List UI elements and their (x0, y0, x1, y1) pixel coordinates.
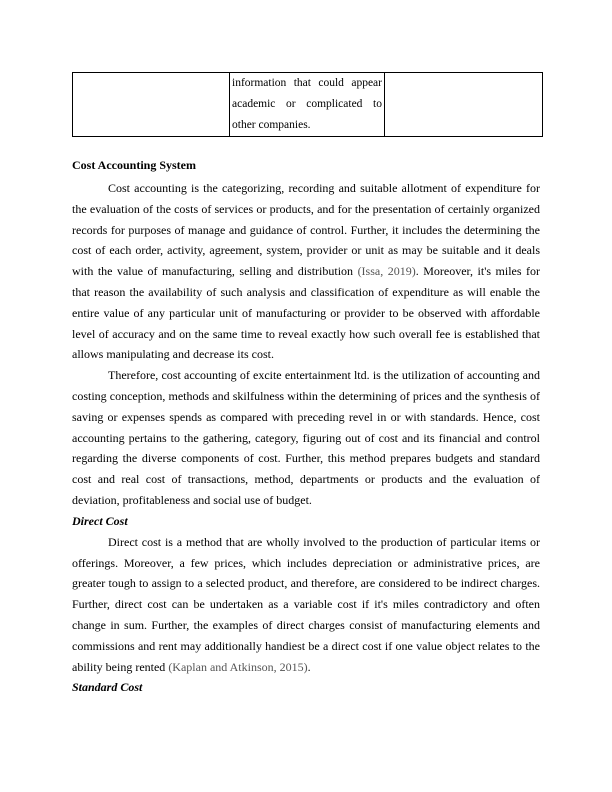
citation-kaplan: (Kaplan and Atkinson, 2015) (168, 659, 308, 674)
table-row (73, 73, 543, 137)
table-cell-1 (73, 73, 230, 137)
cost-accounting-heading: Cost Accounting System (72, 158, 197, 172)
paragraph-text: Direct cost is a method that are wholly involved to the production of particular items or offerings. Moreover, a few prices, which includes depreciation or administrative prices, are greater tough to assign to a selected product, and therefore, are considered to be indirect charges. Further, direct cost can be undertaken as a variable cost if it's miles contradictory and often change in sum. Further, the examples of direct charges consist of manufacturing elements and commissions and rent may additionally handiest be a direct cost if one value object relates to the ability being rented (72, 534, 540, 674)
cost-accounting-paragraph-1 (72, 178, 540, 365)
document-page (72, 72, 540, 698)
standard-cost-heading: Standard Cost (72, 680, 143, 695)
direct-cost-paragraph (72, 532, 540, 678)
paragraph-text: Cost accounting is the categorizing, recording and suitable allotment of expenditure for the evaluation of the costs of services or products, and for the presentation of certainly organized records for purposes of manage and guidance of control. Further, it includes the determining the cost of each order, activity, agreement, system, provider or unit as may be suitable and it deals with the value of manufacturing, selling and distribution (72, 181, 540, 279)
continued-table (72, 72, 543, 137)
paragraph-text: . Moreover, it's miles for that reason the availability of such analysis and classification of expenditure as will enable the entire value of any particular unit of manufacturing or provider to be observed with affordable level of accuracy and on the same time to reveal exactly how such overall fee is established that allows manipulating and decrease its cost. (72, 264, 541, 362)
cost-accounting-paragraph-2: Therefore, cost accounting of excite entertainment ltd. is the utilization of accounting and costing conception, methods and skilfulness within the determining of prices and the synthesis of saving or expenses spends as compared with preceding revel in or with standards. Hence, cost accounting pertains to the gathering, category, figuring out of cost and its financial and control regarding the diverse components of cost. Further, this method prepares budgets and standard cost and real cost of transactions, method, departments or products and the evaluation of deviation, profitableness and social use of budget. (72, 368, 540, 507)
table-cell-3 (385, 73, 543, 137)
direct-cost-heading: Direct Cost (72, 513, 128, 528)
table-cell-2: information that could appear academic or complicated to other companies. (230, 73, 385, 137)
paragraph-text: . (307, 659, 311, 674)
citation-issa: (Issa, 2019) (357, 264, 416, 279)
